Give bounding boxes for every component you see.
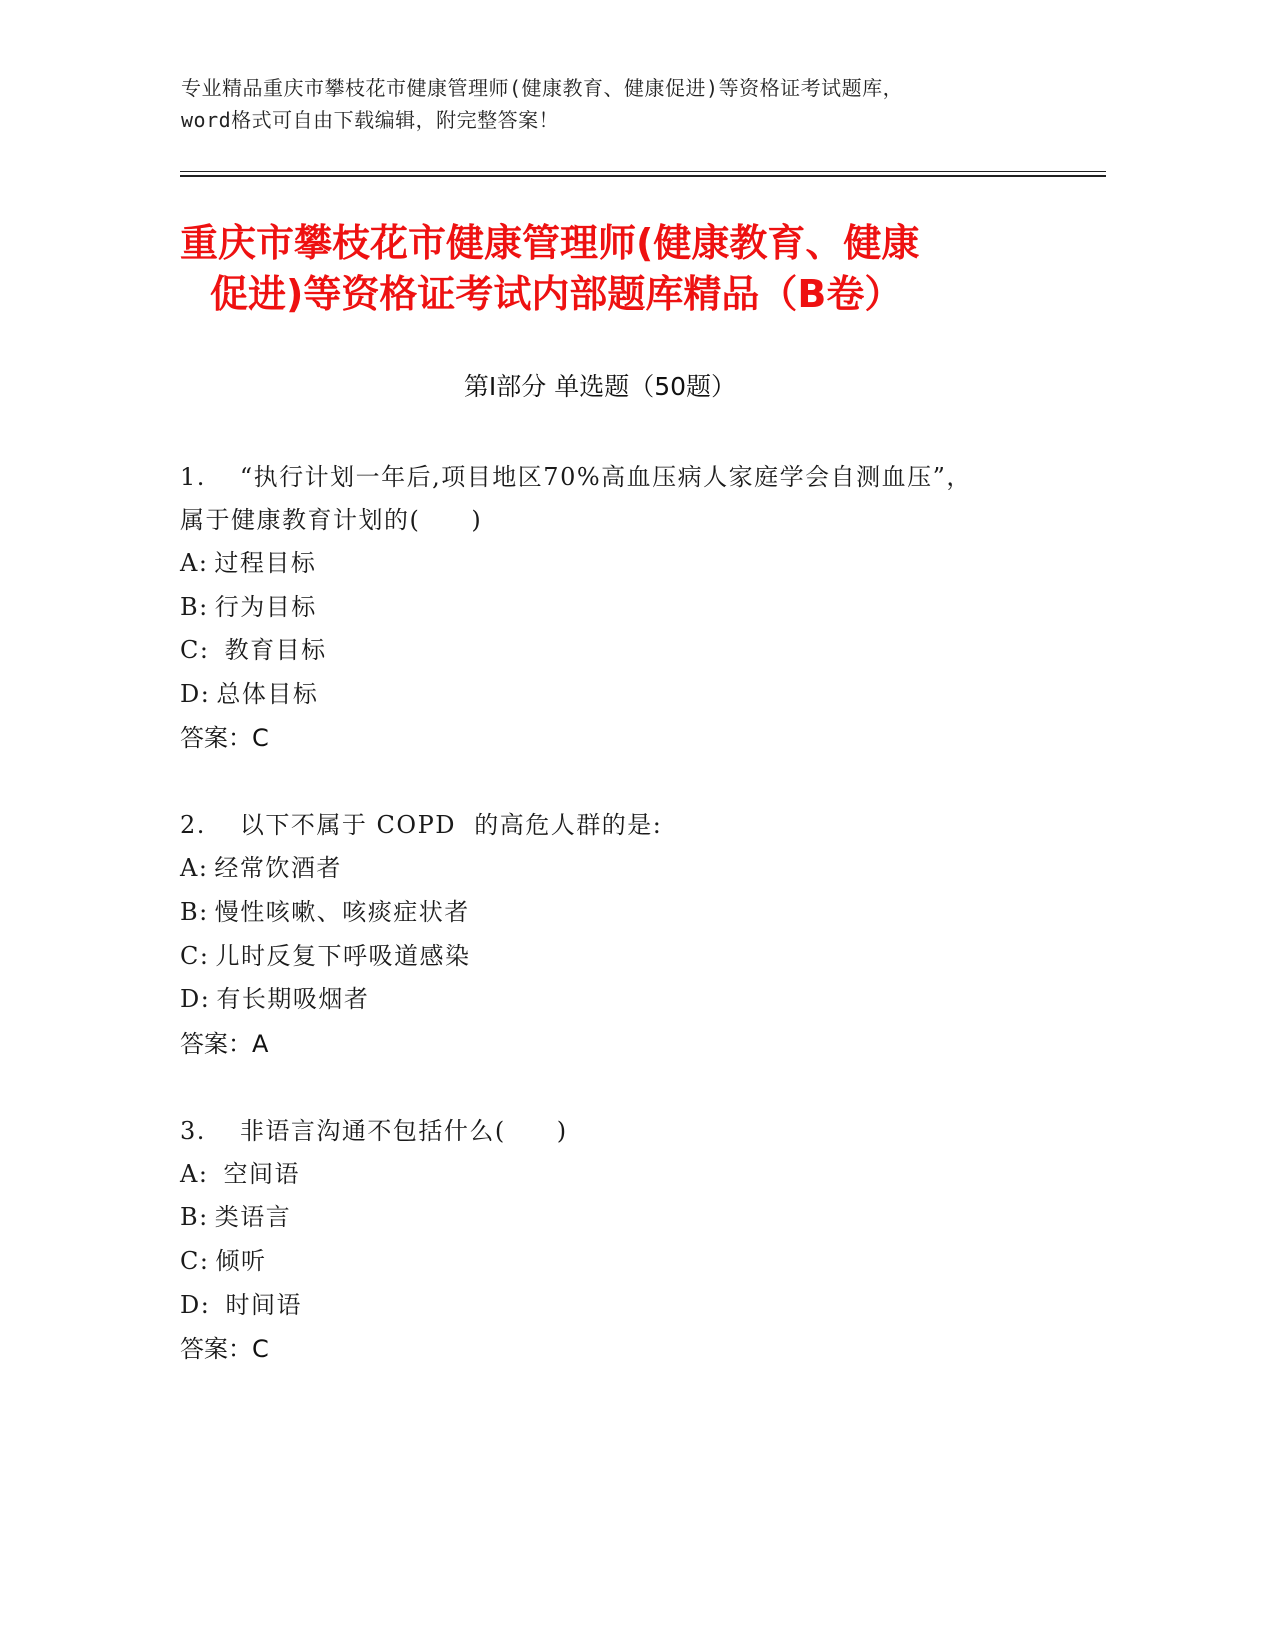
header-note	[181, 72, 1081, 136]
header-note-line-1: 专业精品重庆市攀枝花市健康管理师(健康教育、健康促进)等资格证考试题库，	[181, 76, 904, 100]
question-text-line-1: “执行计划一年后,项目地区70%高血压病人家庭学会自测血压”，	[239, 463, 972, 491]
question-text-line-1: 以下不属于 COPD 的高危人群的是:	[239, 811, 663, 840]
option-text: 类语言	[214, 1203, 292, 1232]
option-d	[180, 673, 1060, 717]
answer: 答案：C	[180, 724, 269, 753]
header-rule-thin	[180, 171, 1106, 172]
option-a	[180, 542, 1060, 586]
question-number: 1.	[180, 463, 206, 491]
option-letter: B:	[180, 592, 209, 621]
option-text: 总体目标	[216, 679, 319, 708]
option-text: 经常饮酒者	[214, 854, 342, 883]
option-text: 时间语	[216, 1290, 302, 1319]
option-b	[180, 891, 1060, 935]
option-letter: D:	[180, 1290, 211, 1319]
question-stem	[180, 804, 1060, 847]
question-1	[180, 456, 1060, 760]
question-number: 3.	[180, 1116, 206, 1145]
option-letter: B:	[180, 897, 209, 926]
option-text: 过程目标	[214, 549, 317, 577]
option-letter: A:	[180, 549, 209, 577]
question-list	[180, 456, 1060, 1415]
document-title	[180, 218, 1060, 320]
option-text: 儿时反复下呼吸道感染	[215, 941, 471, 970]
question-text-line-1: 非语言沟通不包括什么( )	[239, 1116, 568, 1145]
option-text: 有长期吸烟者	[216, 985, 370, 1014]
option-b	[180, 586, 1060, 630]
question-2	[180, 804, 1060, 1065]
option-letter: B:	[180, 1203, 209, 1232]
document-title-line-2: 促进)等资格证考试内部题库精品（B卷）	[210, 272, 903, 316]
answer: 答案：C	[180, 1335, 269, 1364]
option-text: 行为目标	[214, 592, 317, 621]
option-c	[180, 629, 1060, 673]
option-d	[180, 1284, 1060, 1328]
answer: 答案：A	[180, 1029, 269, 1058]
option-letter: A:	[180, 1159, 209, 1188]
option-letter: C:	[180, 636, 210, 665]
option-letter: D:	[180, 985, 211, 1014]
option-d	[180, 978, 1060, 1022]
option-a	[180, 1153, 1060, 1197]
option-text: 空间语	[214, 1159, 301, 1188]
section-title: 第Ⅰ部分 单选题（50题）	[463, 372, 737, 401]
option-b	[180, 1196, 1060, 1240]
option-c	[180, 935, 1060, 979]
question-3	[180, 1110, 1060, 1371]
header-rule-thick	[180, 175, 1106, 177]
option-text: 慢性咳嗽、咳痰症状者	[214, 897, 470, 926]
question-stem	[180, 456, 1060, 542]
option-letter: C:	[180, 941, 210, 970]
question-stem	[180, 1110, 1060, 1153]
question-text-line-2: 属于健康教育计划的( )	[180, 506, 483, 534]
option-letter: D:	[180, 679, 211, 708]
document-title-line-1: 重庆市攀枝花市健康管理师(健康教育、健康	[180, 221, 920, 265]
option-letter: A:	[180, 854, 209, 883]
option-letter: C:	[180, 1246, 210, 1275]
question-number: 2.	[180, 811, 206, 840]
option-c	[180, 1240, 1060, 1284]
header-note-line-2: word格式可自由下载编辑，附完整答案！	[181, 108, 560, 132]
option-a	[180, 847, 1060, 891]
option-text: 倾听	[215, 1246, 267, 1275]
option-text: 教育目标	[215, 636, 327, 665]
